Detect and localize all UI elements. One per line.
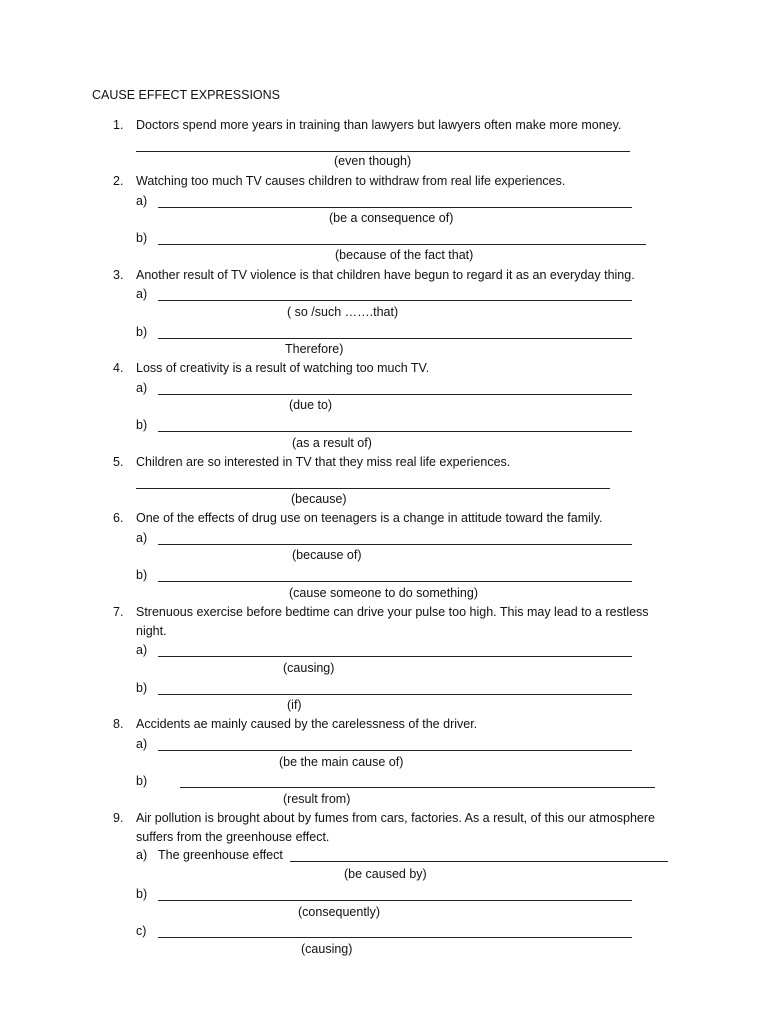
answer-hint: (because)	[291, 492, 347, 506]
answer-hint: (be caused by)	[344, 867, 427, 881]
answer-hint: (cause someone to do something)	[289, 586, 478, 600]
answer-hint: (due to)	[289, 398, 333, 412]
question-text: Accidents ae mainly caused by the carelessness of the driver.	[136, 717, 478, 731]
answer-label: c)	[136, 924, 147, 938]
answer-hint: (as a result of)	[292, 436, 372, 450]
question-text: Children are so interested in TV that they miss real life experiences.	[136, 455, 511, 469]
answer-label: b)	[136, 568, 148, 582]
answer-blank-line[interactable]	[158, 207, 632, 208]
answer-blank-line[interactable]	[158, 694, 632, 695]
question-text: Loss of creativity is a result of watching too much TV.	[136, 361, 430, 375]
question-text: Watching too much TV causes children to withdraw from real life experiences.	[136, 174, 566, 188]
answer-label: a)	[136, 531, 148, 545]
question-number: 9.	[113, 811, 124, 825]
answer-blank-line[interactable]	[158, 937, 632, 938]
question-text: Strenuous exercise before bedtime can drive your pulse too high. This may lead to a restless	[136, 605, 649, 619]
answer-label: b)	[136, 325, 148, 339]
question-text: suffers from the greenhouse effect.	[136, 830, 330, 844]
answer-blank-line[interactable]	[158, 581, 632, 582]
answer-hint: (causing)	[283, 661, 335, 675]
answer-blank-line[interactable]	[180, 787, 655, 788]
answer-blank-line[interactable]	[158, 431, 632, 432]
answer-hint: (if)	[287, 698, 302, 712]
answer-blank-line[interactable]	[158, 750, 632, 751]
question-number: 5.	[113, 455, 124, 469]
answer-hint: (be a consequence of)	[329, 211, 454, 225]
question-number: 8.	[113, 717, 124, 731]
answer-hint: (result from)	[283, 792, 351, 806]
answer-label: b)	[136, 887, 148, 901]
answer-blank-line[interactable]	[158, 544, 632, 545]
answer-blank-line[interactable]	[158, 300, 632, 301]
answer-label: a)	[136, 737, 148, 751]
worksheet-title: CAUSE EFFECT EXPRESSIONS	[92, 88, 281, 102]
answer-blank-line[interactable]	[158, 394, 632, 395]
answer-hint: (because of the fact that)	[335, 248, 474, 262]
answer-blank-line[interactable]	[290, 861, 668, 862]
answer-blank-line[interactable]	[158, 900, 632, 901]
answer-blank-line[interactable]	[158, 656, 632, 657]
answer-label: b)	[136, 418, 148, 432]
answer-prefix: The greenhouse effect	[158, 848, 283, 862]
question-text: One of the effects of drug use on teenagers is a change in attitude toward the family.	[136, 511, 603, 525]
question-text: night.	[136, 624, 167, 638]
answer-label: b)	[136, 231, 148, 245]
answer-hint: (consequently)	[298, 905, 380, 919]
answer-label: a)	[136, 848, 148, 862]
question-number: 4.	[113, 361, 124, 375]
answer-hint: ( so /such …….that)	[287, 305, 399, 319]
answer-label: b)	[136, 681, 148, 695]
answer-label: a)	[136, 287, 148, 301]
question-text: Another result of TV violence is that children have begun to regard it as an everyday thing.	[136, 268, 635, 282]
answer-blank-line[interactable]	[158, 338, 632, 339]
question-number: 1.	[113, 118, 124, 132]
answer-blank-line[interactable]	[136, 488, 610, 489]
answer-blank-line[interactable]	[158, 244, 646, 245]
answer-hint: Therefore)	[285, 342, 344, 356]
answer-label: a)	[136, 381, 148, 395]
question-number: 6.	[113, 511, 124, 525]
answer-blank-line[interactable]	[136, 151, 630, 152]
answer-hint: (because of)	[292, 548, 362, 562]
question-number: 3.	[113, 268, 124, 282]
question-text: Air pollution is brought about by fumes from cars, factories. As a result, of this our atmosphere	[136, 811, 655, 825]
answer-hint: (even though)	[334, 154, 412, 168]
question-number: 7.	[113, 605, 124, 619]
question-number: 2.	[113, 174, 124, 188]
answer-label: a)	[136, 194, 148, 208]
answer-label: b)	[136, 774, 148, 788]
answer-hint: (causing)	[301, 942, 353, 956]
answer-hint: (be the main cause of)	[279, 755, 404, 769]
question-text: Doctors spend more years in training than lawyers but lawyers often make more money.	[136, 118, 622, 132]
answer-label: a)	[136, 643, 148, 657]
